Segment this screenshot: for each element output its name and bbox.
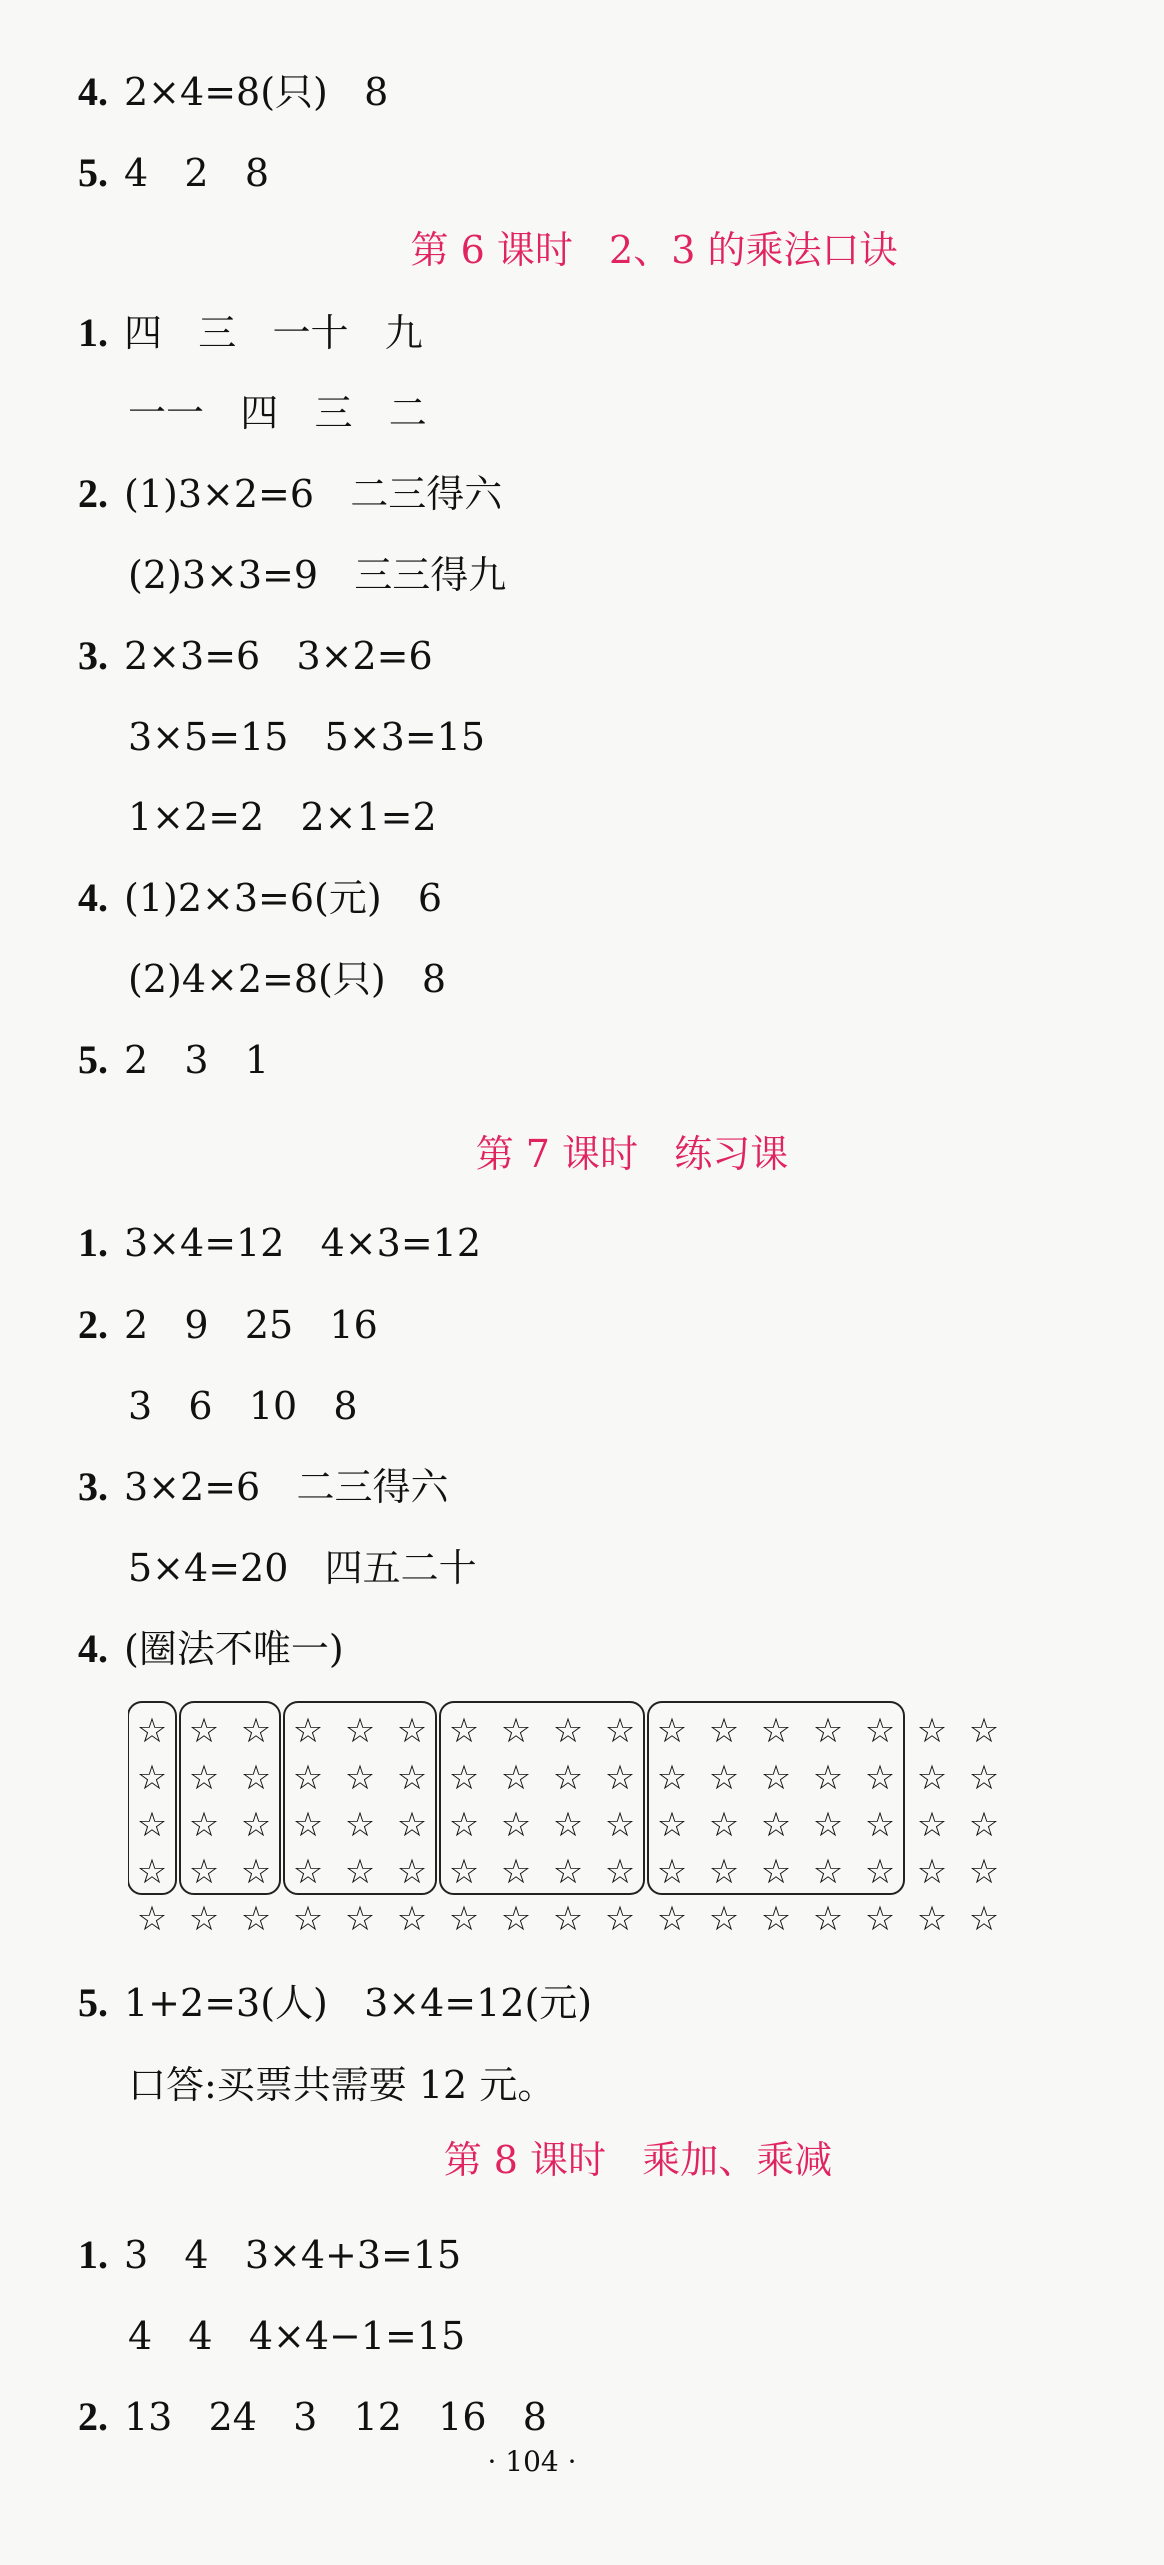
star: ☆ <box>292 1805 324 1845</box>
star: ☆ <box>240 1758 272 1798</box>
answer-line: 1. 3×4=12 4×3=12 <box>78 1220 482 1265</box>
star: ☆ <box>708 1852 740 1892</box>
star: ☆ <box>708 1805 740 1845</box>
star: ☆ <box>708 1711 740 1751</box>
answer-line: 2. 2 9 25 16 <box>78 1302 378 1347</box>
star: ☆ <box>448 1899 480 1939</box>
answer-line: 3×5=15 5×3=15 <box>128 715 486 759</box>
star: ☆ <box>812 1711 844 1751</box>
star: ☆ <box>396 1899 428 1939</box>
page-number: · 104 · <box>487 2445 577 2478</box>
star: ☆ <box>864 1711 896 1751</box>
star: ☆ <box>396 1711 428 1751</box>
star: ☆ <box>396 1805 428 1845</box>
answer-line: 4. (圈法不唯一) <box>78 1626 344 1671</box>
star: ☆ <box>760 1852 792 1892</box>
star: ☆ <box>448 1758 480 1798</box>
star: ☆ <box>968 1711 1000 1751</box>
star: ☆ <box>292 1711 324 1751</box>
star: ☆ <box>292 1899 324 1939</box>
star: ☆ <box>864 1805 896 1845</box>
star: ☆ <box>448 1852 480 1892</box>
answer-line: 5. 1+2=3(人) 3×4=12(元) <box>78 1980 593 2025</box>
star: ☆ <box>916 1899 948 1939</box>
star: ☆ <box>188 1711 220 1751</box>
star: ☆ <box>240 1899 272 1939</box>
star: ☆ <box>760 1711 792 1751</box>
star: ☆ <box>812 1899 844 1939</box>
answer-line: 一一 四 三 二 <box>128 391 427 435</box>
star: ☆ <box>448 1805 480 1845</box>
star: ☆ <box>760 1899 792 1939</box>
star: ☆ <box>552 1805 584 1845</box>
star: ☆ <box>136 1805 168 1845</box>
star: ☆ <box>344 1758 376 1798</box>
star: ☆ <box>708 1899 740 1939</box>
answer-line: (2)3×3=9 三三得九 <box>128 553 507 597</box>
star: ☆ <box>500 1852 532 1892</box>
star: ☆ <box>500 1758 532 1798</box>
star: ☆ <box>604 1852 636 1892</box>
star: ☆ <box>968 1852 1000 1892</box>
star: ☆ <box>604 1758 636 1798</box>
star: ☆ <box>656 1805 688 1845</box>
star: ☆ <box>864 1899 896 1939</box>
star: ☆ <box>344 1852 376 1892</box>
star: ☆ <box>916 1758 948 1798</box>
answer-line: 口答:买票共需要 12 元。 <box>128 2063 556 2107</box>
star: ☆ <box>552 1711 584 1751</box>
star: ☆ <box>864 1758 896 1798</box>
answer-line: (2)4×2=8(只) 8 <box>128 957 447 1001</box>
star: ☆ <box>396 1758 428 1798</box>
star: ☆ <box>188 1758 220 1798</box>
star: ☆ <box>136 1711 168 1751</box>
star: ☆ <box>136 1899 168 1939</box>
answer-line: 5. 2 3 1 <box>78 1037 270 1082</box>
star: ☆ <box>916 1711 948 1751</box>
answer-line: 4 4 4×4−1=15 <box>128 2314 466 2358</box>
star: ☆ <box>448 1711 480 1751</box>
star: ☆ <box>396 1852 428 1892</box>
star: ☆ <box>500 1805 532 1845</box>
star: ☆ <box>240 1805 272 1845</box>
star: ☆ <box>344 1805 376 1845</box>
answer-line: 1. 3 4 3×4+3=15 <box>78 2232 462 2277</box>
star: ☆ <box>344 1899 376 1939</box>
star: ☆ <box>916 1805 948 1845</box>
star: ☆ <box>656 1758 688 1798</box>
star: ☆ <box>708 1758 740 1798</box>
star: ☆ <box>136 1758 168 1798</box>
star: ☆ <box>500 1899 532 1939</box>
answer-line: 2. (1)3×2=6 二三得六 <box>78 471 503 516</box>
star: ☆ <box>604 1899 636 1939</box>
star: ☆ <box>604 1711 636 1751</box>
star: ☆ <box>292 1852 324 1892</box>
answer-line: 3 6 10 8 <box>128 1384 358 1428</box>
star: ☆ <box>188 1805 220 1845</box>
star: ☆ <box>760 1758 792 1798</box>
star: ☆ <box>344 1711 376 1751</box>
star: ☆ <box>240 1852 272 1892</box>
star: ☆ <box>188 1899 220 1939</box>
star: ☆ <box>916 1852 948 1892</box>
answer-line: 2. 13 24 3 12 16 8 <box>78 2394 547 2439</box>
star: ☆ <box>552 1758 584 1798</box>
answer-line: 1. 四 三 一十 九 <box>78 310 423 355</box>
star: ☆ <box>188 1852 220 1892</box>
section-heading: 第 8 课时 乘加、乘减 <box>443 2138 833 2182</box>
star: ☆ <box>552 1899 584 1939</box>
star: ☆ <box>656 1899 688 1939</box>
answer-line: 3. 3×2=6 二三得六 <box>78 1464 449 1509</box>
star: ☆ <box>500 1711 532 1751</box>
answer-line: 3. 2×3=6 3×2=6 <box>78 633 433 678</box>
star: ☆ <box>240 1711 272 1751</box>
section-heading: 第 6 课时 2、3 的乘法口诀 <box>410 228 898 272</box>
star: ☆ <box>656 1852 688 1892</box>
star: ☆ <box>812 1758 844 1798</box>
star: ☆ <box>864 1852 896 1892</box>
star: ☆ <box>812 1852 844 1892</box>
answer-line: 4. 2×4=8(只) 8 <box>78 69 389 114</box>
answer-line: 4. (1)2×3=6(元) 6 <box>78 875 443 920</box>
star: ☆ <box>136 1852 168 1892</box>
star: ☆ <box>968 1899 1000 1939</box>
answer-line: 5×4=20 四五二十 <box>128 1546 477 1590</box>
star: ☆ <box>968 1805 1000 1845</box>
star-grid <box>128 1700 1028 1950</box>
answer-line: 5. 4 2 8 <box>78 150 270 195</box>
section-heading: 第 7 课时 练习课 <box>475 1132 789 1176</box>
answer-line: 1×2=2 2×1=2 <box>128 795 437 839</box>
star: ☆ <box>656 1711 688 1751</box>
star: ☆ <box>604 1805 636 1845</box>
star: ☆ <box>968 1758 1000 1798</box>
star: ☆ <box>812 1805 844 1845</box>
star: ☆ <box>760 1805 792 1845</box>
star: ☆ <box>552 1852 584 1892</box>
star: ☆ <box>292 1758 324 1798</box>
